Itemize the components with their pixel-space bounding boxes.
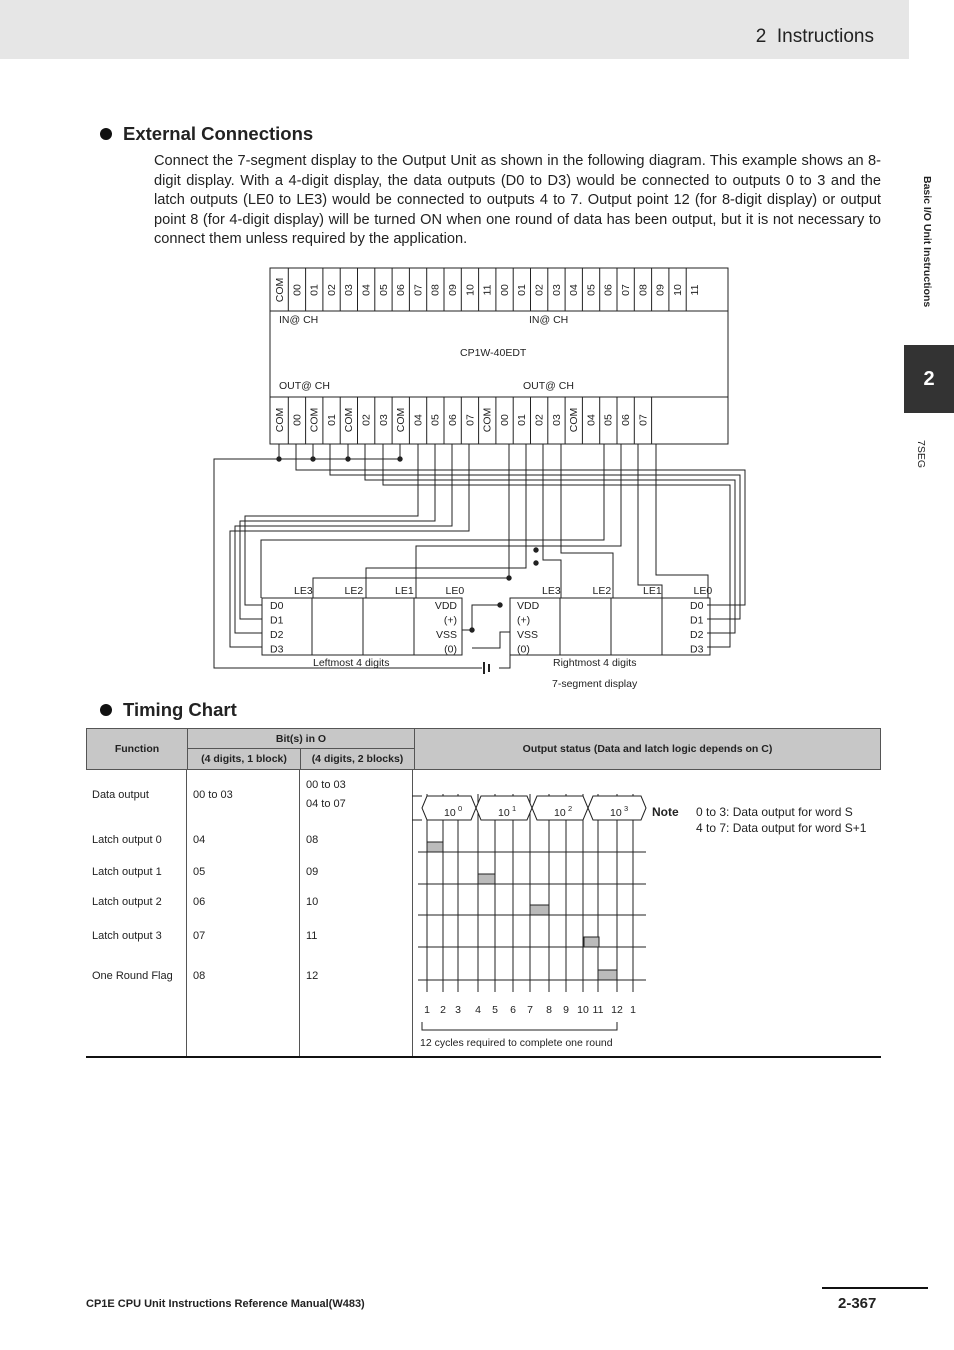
in-terminal-label: 02 <box>533 284 546 296</box>
power-wire <box>462 630 472 655</box>
note-line: 4 to 7: Data output for word S+1 <box>696 821 867 835</box>
one-block-cell: 05 <box>193 866 206 878</box>
data-pin-label: D1 <box>270 614 284 627</box>
in-terminal-label: 00 <box>291 284 304 296</box>
in-terminal-label: 10 <box>671 284 684 296</box>
function-cell: Data output <box>92 789 149 801</box>
column-divider <box>186 770 187 1056</box>
latch-pulse <box>478 874 495 884</box>
power-pin-label: VDD <box>434 600 457 612</box>
power-pin-label: VDD <box>517 600 540 612</box>
out-terminal-label: 04 <box>412 414 425 426</box>
out-terminal-label: 06 <box>447 414 459 426</box>
display-body <box>510 598 710 655</box>
junction-dot <box>498 603 502 607</box>
two-blocks-cell: 10 <box>306 896 319 908</box>
in-terminal-label: 07 <box>412 284 425 296</box>
two-blocks-cell: 08 <box>306 834 319 846</box>
one-block-header: (4 digits, 1 block) <box>188 749 301 770</box>
cycle-number: 4 <box>475 1004 481 1016</box>
cycle-number: 7 <box>527 1004 533 1016</box>
in-terminal-label: 03 <box>550 284 563 296</box>
page-number: 2-367 <box>838 1295 877 1312</box>
data-pin-label: D1 <box>690 614 704 627</box>
bullet-icon <box>100 704 112 716</box>
data-output-exponent: 3 <box>624 804 629 813</box>
out-terminal-label: 03 <box>377 414 390 426</box>
cycle-number: 12 <box>611 1004 623 1016</box>
out-terminal-label: 06 <box>620 414 632 426</box>
footer-rule <box>822 1287 928 1289</box>
two-blocks-cell: 11 <box>306 930 318 942</box>
data-wire <box>365 444 735 633</box>
out-terminal-label: 05 <box>429 414 442 426</box>
out-ch-label: OUT@ CH <box>279 380 330 392</box>
footer-manual-title: CP1E CPU Unit Instructions Reference Manual(W483) <box>86 1298 365 1310</box>
out-terminal-label: 04 <box>585 414 598 426</box>
in-terminal-label: 11 <box>481 284 494 296</box>
seven-segment-displays <box>262 585 712 690</box>
in-terminal-label: 05 <box>585 284 598 296</box>
one-block-cell: 08 <box>193 970 206 982</box>
cycle-number: 3 <box>455 1004 461 1016</box>
data-wire <box>296 444 745 605</box>
note-line: 0 to 3: Data output for word S <box>696 805 853 819</box>
out-terminal-label: COM <box>395 407 408 433</box>
cycle-number: 1 <box>424 1004 430 1016</box>
in-terminal-label: 02 <box>325 284 338 296</box>
function-cell: Latch output 2 <box>92 896 162 908</box>
out-terminal-label: 07 <box>464 414 477 426</box>
data-output-exponent: 2 <box>568 804 573 813</box>
junction-dot <box>398 457 402 461</box>
latch-wire <box>561 444 613 598</box>
latch-label: LE1 <box>643 585 662 597</box>
data-output-label: 10 <box>444 807 456 819</box>
heading-text: Timing Chart <box>123 699 237 720</box>
in-terminal-label: 08 <box>429 284 442 296</box>
data-wire <box>235 444 452 633</box>
data-pin-label: D2 <box>690 629 704 641</box>
out-terminal-label: 02 <box>360 414 373 426</box>
data-wire <box>245 444 418 605</box>
heading-text: External Connections <box>123 123 314 144</box>
latch-label: LE0 <box>693 585 713 597</box>
power-pin-label: VSS <box>435 629 457 641</box>
data-pin-label: D2 <box>270 629 284 641</box>
display-caption: 7-segment display <box>552 678 638 690</box>
section-title: Instructions <box>776 26 874 47</box>
in-terminal-label: 11 <box>689 284 702 296</box>
in-terminal-label: 03 <box>343 284 356 296</box>
data-output-label: 10 <box>498 807 510 819</box>
data-pin-label: D0 <box>690 600 704 612</box>
timing-table <box>86 728 881 1056</box>
output-unit <box>270 268 728 444</box>
latch-pulse <box>598 970 617 980</box>
side-tab-title: Basic I/O Unit Instructions <box>921 176 933 308</box>
out-terminal-label: 01 <box>325 414 338 426</box>
two-blocks-cell: 00 to 03 <box>306 779 346 791</box>
timing-table-header <box>86 728 881 770</box>
power-pin-label: (0) <box>517 643 530 656</box>
in-terminal-label: 01 <box>516 284 529 296</box>
latch-pulse <box>427 842 443 852</box>
out-terminal-label: 07 <box>637 414 650 426</box>
timing-chart-heading <box>100 699 237 721</box>
in-terminal-label: 05 <box>377 284 390 296</box>
latch-wire <box>656 444 708 598</box>
timing-waveforms <box>412 770 881 1056</box>
latch-pulse <box>584 937 599 947</box>
cycle-number: 2 <box>440 1004 446 1016</box>
in-terminal-label: 04 <box>360 284 373 296</box>
junction-dot <box>507 576 511 580</box>
in-ch-label: IN@ CH <box>279 314 319 326</box>
cycles-bracket <box>422 1022 617 1030</box>
function-cell: One Round Flag <box>92 970 173 982</box>
cycles-caption: 12 cycles required to complete one round <box>420 1037 613 1049</box>
timing-table-body <box>86 770 881 1058</box>
two-blocks-cell: 04 to 07 <box>306 798 346 810</box>
display-label: Rightmost 4 digits <box>553 657 637 669</box>
power-pin-label: (+) <box>443 614 457 627</box>
cycle-number: 9 <box>563 1004 569 1016</box>
in-terminal-label: 01 <box>308 284 321 296</box>
in-terminal-label: 06 <box>602 284 615 296</box>
bits-header: Bit(s) in O <box>188 729 415 749</box>
power-wire <box>472 632 510 648</box>
one-block-cell: 06 <box>193 896 206 908</box>
latch-label: LE3 <box>542 585 561 597</box>
in-terminal-label: 04 <box>568 284 581 296</box>
cycle-number: 11 <box>592 1004 604 1016</box>
com-wire <box>499 648 510 668</box>
out-terminal-label: 05 <box>602 414 615 426</box>
latch-label: LE2 <box>344 585 364 597</box>
one-block-cell: 04 <box>193 834 206 846</box>
output-status-header: Output status (Data and latch logic depends on C) <box>415 729 881 770</box>
data-output-exponent: 1 <box>512 804 517 813</box>
one-block-cell: 00 to 03 <box>193 789 233 801</box>
latch-label: LE3 <box>294 585 313 597</box>
out-terminal-label: 03 <box>550 414 563 426</box>
cycle-number: 8 <box>546 1004 552 1016</box>
function-header: Function <box>87 729 188 770</box>
latch-label: LE1 <box>395 585 414 597</box>
function-cell: Latch output 3 <box>92 930 162 942</box>
out-terminal-label: COM <box>308 407 321 433</box>
display-label: Leftmost 4 digits <box>313 657 390 669</box>
power-pin-label: (+) <box>517 614 531 627</box>
in-terminal-label: COM <box>274 277 286 303</box>
function-cell: Latch output 0 <box>92 834 162 846</box>
note-label: Note <box>652 805 679 819</box>
latch-label: LE2 <box>592 585 612 597</box>
function-cell: Latch output 1 <box>92 866 162 878</box>
power-wire <box>472 605 500 630</box>
data-pin-label: D0 <box>270 600 284 612</box>
out-terminal-label: 02 <box>533 414 546 426</box>
column-divider <box>299 770 300 1056</box>
out-terminal-label: COM <box>481 407 494 433</box>
junction-dot <box>277 457 281 461</box>
in-terminal-label: 00 <box>498 284 511 296</box>
junction-dot <box>346 457 350 461</box>
external-connections-paragraph: Connect the 7-segment display to the Output Unit as shown in the following diagram. This example shows an 8-digit display. With a 4-digit display, the data outputs (D0 to D3) would be connected to outputs 0 to 3 and the latch outputs (LE0 to LE3) would be connected to outputs 4 to 7. Output point 12 (for 8-digit display) or output point 8 (for 4-digit display) will be turned ON when one round of data has been output, but it is not necessary to connect them unless required by the application. <box>154 153 881 247</box>
data-pin-label: D3 <box>690 643 704 656</box>
power-pin-label: (0) <box>444 643 457 656</box>
chapter-tab: 2 <box>904 345 954 413</box>
two-blocks-cell: 12 <box>306 970 319 982</box>
data-output-label: 10 <box>554 807 566 819</box>
out-terminal-label: COM <box>568 407 581 433</box>
latch-pulse <box>530 905 549 915</box>
out-terminal-label: COM <box>343 407 356 433</box>
latch-wire <box>416 444 621 598</box>
out-ch-label: OUT@ CH <box>523 380 574 392</box>
cycle-number: 5 <box>492 1004 498 1016</box>
cycle-number: 10 <box>577 1004 589 1016</box>
unit-model-label: CP1W-40EDT <box>460 347 527 359</box>
two-blocks-header: (4 digits, 2 blocks) <box>301 749 415 770</box>
section-number: 2 <box>755 26 767 47</box>
in-ch-label: IN@ CH <box>529 314 569 326</box>
cycle-number: 1 <box>630 1004 636 1016</box>
in-terminal-label: 06 <box>395 284 408 296</box>
data-pin-label: D3 <box>270 643 284 656</box>
latch-wire <box>543 444 561 598</box>
out-terminal-label: 00 <box>291 414 304 426</box>
in-terminal-label: 09 <box>654 284 667 296</box>
junction-dot <box>534 548 538 552</box>
data-output-label: 10 <box>610 807 622 819</box>
in-terminal-label: 09 <box>447 284 459 296</box>
power-pin-label: VSS <box>517 629 539 641</box>
out-terminal-label: 00 <box>498 414 511 426</box>
two-blocks-cell: 09 <box>306 866 319 878</box>
in-terminal-label: 10 <box>464 284 477 296</box>
in-terminal-label: 07 <box>620 284 632 296</box>
out-terminal-label: 01 <box>516 414 529 426</box>
data-output-exponent: 0 <box>458 804 463 813</box>
wiring-lines <box>214 444 745 674</box>
in-terminal-label: 08 <box>637 284 650 296</box>
side-tab-subtitle: 7SEG <box>915 440 927 469</box>
one-block-cell: 07 <box>193 930 206 942</box>
cycle-number: 6 <box>510 1004 516 1016</box>
out-terminal-label: COM <box>274 407 286 433</box>
display-body <box>262 598 462 655</box>
junction-dot <box>311 457 315 461</box>
junction-dot <box>470 628 474 632</box>
latch-label: LE0 <box>445 585 465 597</box>
junction-dot <box>534 561 538 565</box>
